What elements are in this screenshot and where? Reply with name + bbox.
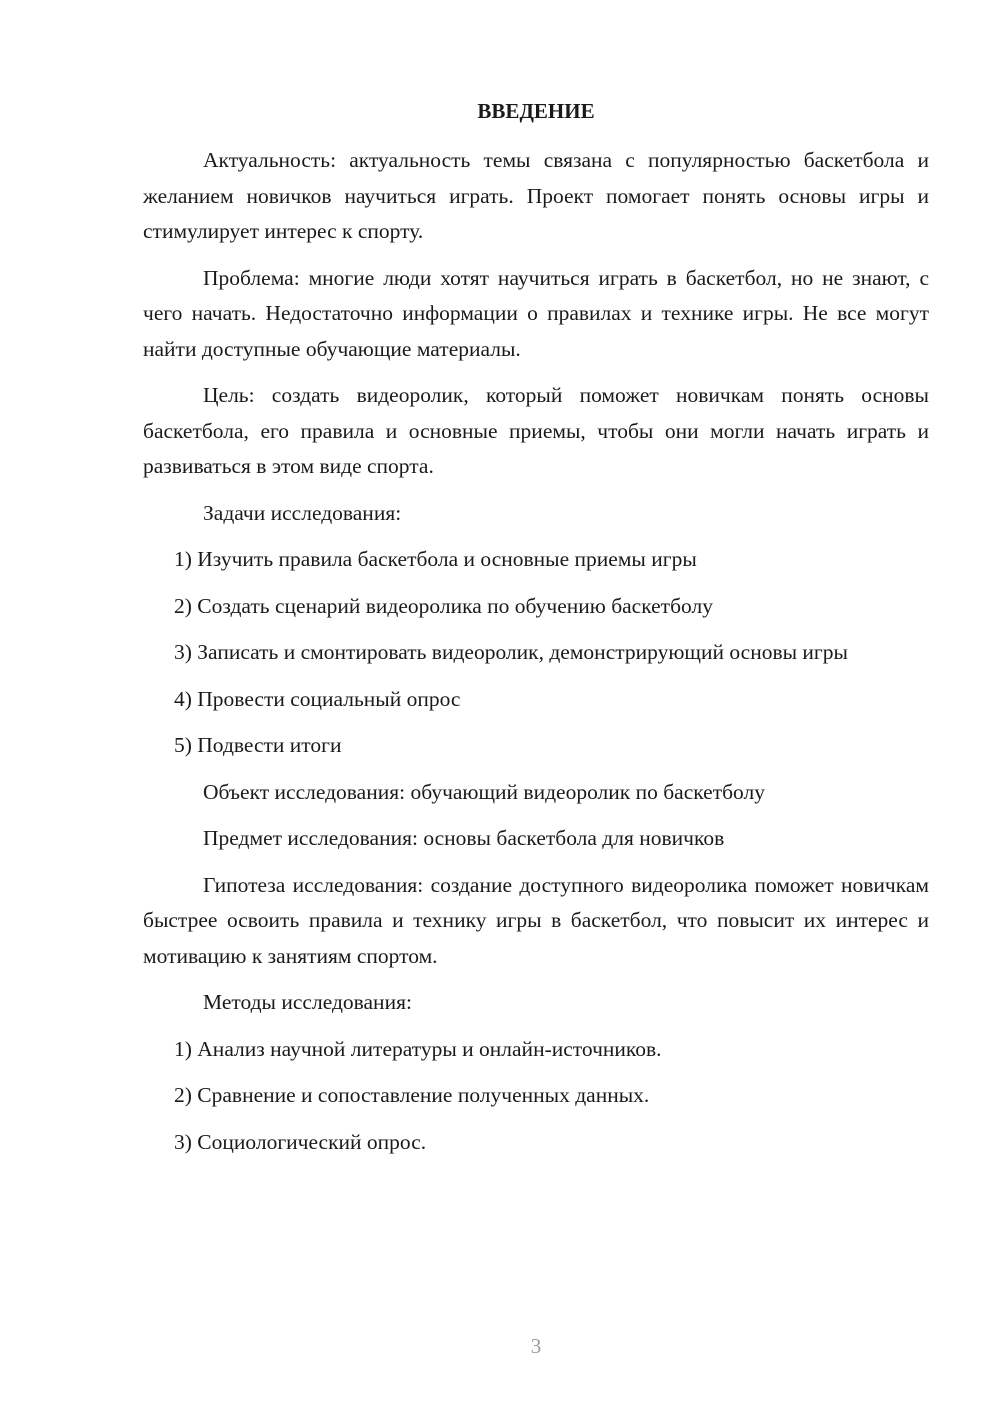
object-paragraph: Объект исследования: обучающий видеоролик по баскетболу	[203, 779, 765, 804]
task-item: 2) Создать сценарий видеоролика по обучению баскетболу	[174, 593, 713, 618]
tasks-heading: Задачи исследования:	[203, 500, 402, 525]
task-item: 5) Подвести итоги	[174, 733, 342, 757]
method-item: 2) Сравнение и сопоставление полученных данных.	[174, 1083, 650, 1107]
task-item: 4) Провести социальный опрос	[174, 686, 461, 711]
task-item: 3) Записать и смонтировать видеоролик, демонстрирующий основы игры	[174, 640, 848, 664]
hypothesis-paragraph: Гипотеза исследования: создание доступного видеоролика поможет новичкам быстрее освоить правила и технику игры в баскетбол, что повысит их интерес и мотивацию к занятиям спортом.	[143, 872, 929, 968]
method-item: 1) Анализ научной литературы и онлайн-источников.	[174, 1036, 662, 1061]
methods-heading: Методы исследования:	[203, 990, 412, 1014]
goal-paragraph: Цель: создать видеоролик, который поможет новичкам понять основы баскетбола, его правила и основные приемы, чтобы они могли начать играть и развиваться в этом виде спорта.	[143, 383, 929, 478]
problem-paragraph: Проблема: многие люди хотят научиться играть в баскетбол, но не знают, с чего начать. Недостаточно информации о правилах и технике игры. Не все могут найти доступные обучающие материалы.	[143, 265, 929, 361]
subject-paragraph: Предмет исследования: основы баскетбола для новичков	[203, 826, 725, 850]
document-body	[143, 143, 929, 1171]
section-title: ВВЕДЕНИЕ	[477, 99, 595, 123]
relevance-paragraph: Актуальность: актуальность темы связана с популярностью баскетбола и желанием новичков научиться играть. Проект помогает понять основы игры и стимулирует интерес к спорту.	[143, 148, 929, 243]
method-item: 3) Социологический опрос.	[174, 1129, 427, 1154]
page-number: 3	[530, 1334, 542, 1358]
task-item: 1) Изучить правила баскетбола и основные приемы игры	[174, 547, 697, 571]
